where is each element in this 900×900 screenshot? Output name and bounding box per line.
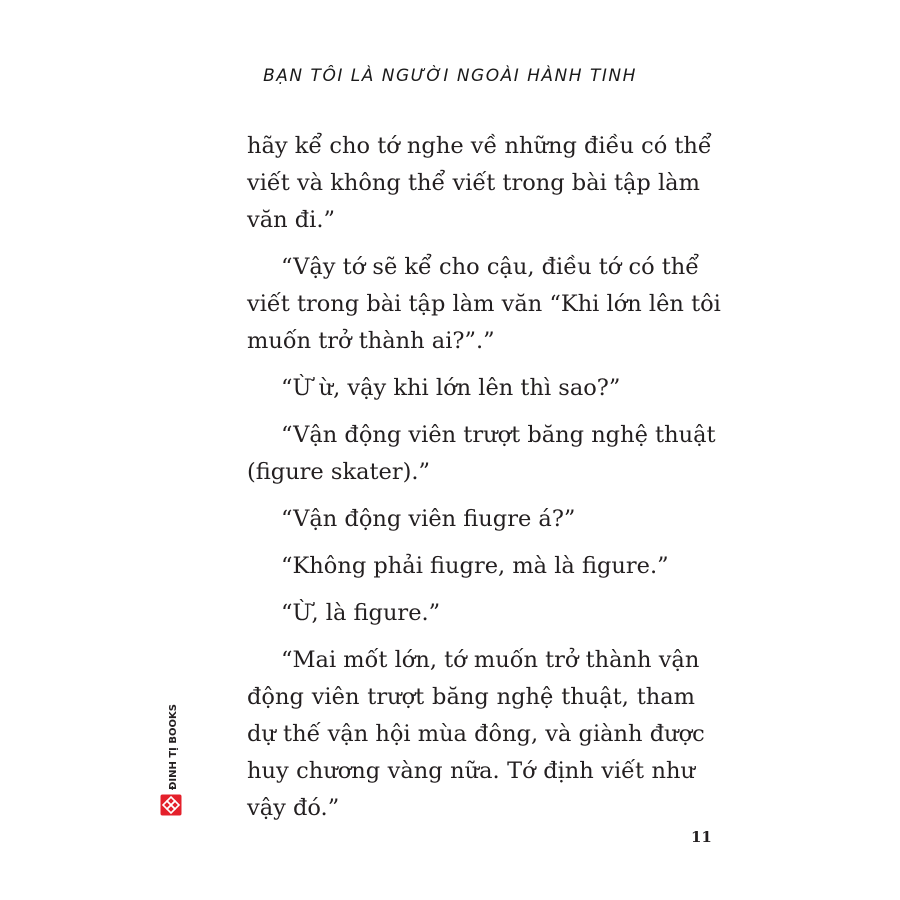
paragraph-3 xyxy=(247,370,695,407)
text-line: động viên trượt băng nghệ thuật, tham xyxy=(247,684,695,710)
paragraph-4 xyxy=(247,417,716,491)
paragraph-7 xyxy=(247,595,695,632)
paragraph-1 xyxy=(247,128,712,239)
running-head-title: BẠN TÔI LÀ NGƯỜI NGOÀI HÀNH TINH xyxy=(263,66,637,86)
page-number: 11 xyxy=(691,828,712,846)
text-line: viết trong bài tập làm văn “Khi lớn lên tôi xyxy=(247,291,721,317)
paragraph-2 xyxy=(247,249,721,360)
paragraph-8 xyxy=(247,642,705,827)
text-line: “Ừ, là figure.” xyxy=(281,600,441,626)
text-line: vậy đó.” xyxy=(247,795,340,821)
text-line: dự thế vận hội mùa đông, và giành được xyxy=(247,721,705,747)
text-line: huy chương vàng nữa. Tớ định viết như xyxy=(247,758,695,784)
publisher-logo-text xyxy=(158,704,190,790)
text-line: “Mai mốt lớn, tớ muốn trở thành vận xyxy=(281,647,700,673)
text-line: hãy kể cho tớ nghe về những điều có thể xyxy=(247,133,712,159)
paragraph-5 xyxy=(247,501,695,538)
text-line: văn đi.” xyxy=(247,207,336,233)
text-line: “Ừ ừ, vậy khi lớn lên thì sao?” xyxy=(281,375,621,401)
text-line: “Vận động viên fiugre á?” xyxy=(281,506,576,532)
text-line: (figure skater).” xyxy=(247,459,431,485)
text-line: muốn trở thành ai?”.” xyxy=(247,328,495,354)
publisher-logo-icon xyxy=(160,794,182,816)
text-line: viết và không thể viết trong bài tập làm xyxy=(247,170,700,196)
publisher-name: ĐINH TỊ BOOKS xyxy=(168,704,179,790)
paragraph-6 xyxy=(247,548,695,585)
text-line: “Vậy tớ sẽ kể cho cậu, điều tớ có thể xyxy=(281,254,700,280)
text-line: “Vận động viên trượt băng nghệ thuật xyxy=(281,422,716,448)
text-line: “Không phải fiugre, mà là figure.” xyxy=(281,553,669,579)
